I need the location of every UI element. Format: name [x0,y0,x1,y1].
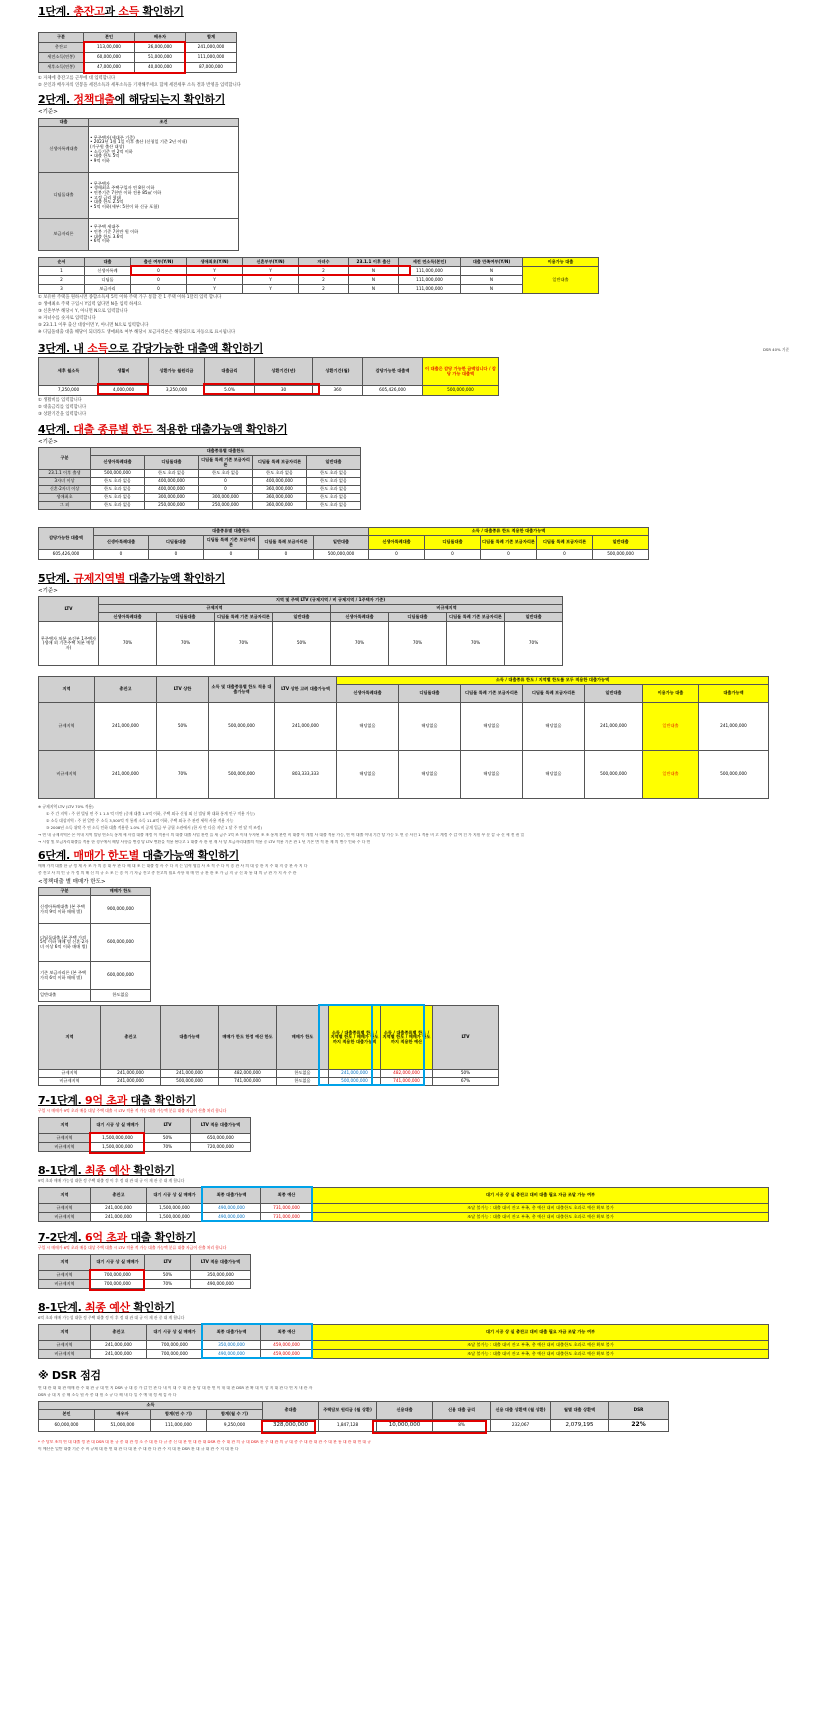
step3-table: 세후 월소득 생활비 상환가능 월원리금 대출금리 상환기간(년) 상환기간(월) 감당가능한 대출액 이 대출은 감당 가능한 금액입니다 / 감당 가능 대출액 7,250,000 4,000,000 3,250,000 5.0% 30 360 605,426,000 500,000,000 [38,357,499,396]
price-input[interactable]: 1,500,000,000 [91,1134,145,1143]
step5-title: 5단계. 규제지역별 대출가능액 확인하기 [38,572,226,585]
criteria-line: • 대출 한도 2.5억 [90,199,124,205]
price-input[interactable]: 1,500,000,000 [91,1143,145,1152]
input-cell[interactable]: 26,000,000 [135,43,186,53]
input-cell[interactable]: 113,00,000 [84,43,135,53]
credit-rate-input[interactable]: 8% [433,1420,491,1432]
step1-table: 구분 본인 배우자 합계 총잔고 113,00,000 26,000,000 241,000,000 세전소득(연봉) 60,000,000 51,000,000 111,000,000 세후소득(연봉) 47,000,000 40,000,000 87,000,000 [38,32,237,73]
criteria-line: • 연봉기준 7천만 이하 전용 85㎡ 이하 [90,189,162,195]
credit-loan-input[interactable]: 10,000,000 [377,1420,433,1432]
criteria-line: • 무주택자 [90,180,110,186]
input-cell[interactable]: N [349,267,399,276]
step3-highlight-2 [203,383,320,395]
criteria-line: • 생애최초 주택구입자 연 8천 이하 [90,185,155,191]
input-cell[interactable]: 40,000,000 [135,63,186,73]
criteria-line: • 소득기준 연 2억 이하 [90,148,133,154]
input-cell[interactable]: 2 [299,267,349,276]
loan-input[interactable]: 328,000,000 [263,1420,319,1432]
step6-divider [371,1004,373,1086]
step4-limit-table: 구분 대출종류별 대출한도 신생아특례대출 디딤돌대출 디딤돌 특례 기존 보금자리론 디딤돌 특례 보금자리론 일반대출 23.1.1 이후 출생 500,000,000 한도 초과 없음 한도 초과 없음 한도 초과 없음 한도 초과 없음 3자녀 이상 한도 초과 없음 400,000,000 0 400,000,000 한도 초과 없음 신혼·2자녀 이상 한도 초과 없음 400,000,000 0 360,000,000 한도 초과 없음 생애최초 한도 초과 없음 300,000,000 300,000,000 360,000,000 한도 초과 없음 그 외 한도 초과 없음 250,000,000 250,000,000 360,000,000 한도 초과 없음 [38,447,361,510]
step2-highlight [130,265,411,276]
input-cell[interactable]: Y [243,267,299,276]
step81-table: 지역 총잔고 대기 시공 상 실 매매가 최종 대출가능액 최종 예산 대기 시공 상 실 총잔고 대비 대출 필요 자금 조달 가능 여부 규제지역 241,000,000 1,500,000,000 490,000,000 731,000,000 조달 불가능 : 대출 대비 잔고 부족, 총 예산 대비 대출한도 초과로 예산 확보 불가 비규제지역 241,000,000 1,500,000,000 490,000,000 731,000,000 조달 불가능 : 대출 대비 잔고 부족, 총 예산 대비 대출한도 초과로 예산 확보 불가 [38,1187,769,1222]
step72-title: 7-2단계. 6억 초과 대출 확인하기 [38,1231,196,1244]
step1-title: 1단계. 총잔고과 소득 확인하기 [38,5,184,18]
step2-condition-table: 순서 대출 출산 여부(Y/N) 생애최초(Y/N) 신혼부부(Y/N) 자녀수 23.1.1 이후 출산 세전 연소득(본인) 대출 만족여부(Y/N) 이용가능 대출 1 신생아특례 0 Y Y 2 N 111,000,000 N 일반대출 2 디딤돌 0 Y Y 2 N 111,000,000 N 3 보금자리 0 Y Y 2 N 111,000,000 N [38,257,599,294]
step2-criteria-table: 대출 조건 신생아특례대출 • 무주택자(세대주 기준) • 2023년 1월 1일 이후 출산 (신청일 기준 2년 이내) (가구원 출산 대상) • 소득기준 연 2억 이하 • 대출 한도 5억 • 9억 이하 디딤돌대출 • 무주택자 • 생애최초 주택구입자 연 8천 이하 • 연봉기준 7천만 이하 전용 85㎡ 이하 • 고정 금리 형태 • 대출 한도 2.5억 • 5억 이하(세부: 5천이 하 신규 포함) 보금자리론 • 무주택 세대주 • 연봉 기준 7천만 원 이하 • 대출 한도 3.6억 • 6억 이하 [38,118,239,251]
input-cell[interactable]: 47,000,000 [84,63,135,73]
criteria-line: • 고정 금리 형태 [90,194,121,200]
step4-result-table: 감당가능한 대출액 대출종류별 대출한도 소득 / 대출종류 한도 적용한 대출가능액 신생아특례대출 디딤돌대출 디딤돌 특례 기존 보금자리론 디딤돌 특례 보금자리론 일반대출 신생아특례대출 디딤돌대출 디딤돌 특례 기존 보금자리론 디딤돌 특례 보금자리론 일반대출 605,426,000 0 0 0 0 500,000,000 0 0 0 0 500,000,000 [38,527,649,560]
dsr-highlight-2 [372,1420,487,1434]
dsr-value: 22% [609,1420,669,1432]
step72-table: 지역 대기 시공 상 실 매매가 LTV LTV 적용 대출가능액 규제지역 700,000,000 50% 350,000,000 비규제지역 700,000,000 70% 490,000,000 [38,1254,251,1289]
input-cell[interactable]: Y [187,267,243,276]
input-cell[interactable]: 60,000,000 [84,53,135,63]
step2-title: 2단계. 정책대출에 해당되는지 확인하기 [38,93,226,106]
step6-result-table: 지역 총잔고 대출가능액 매매가 한도 한정 예산 한도 매매가 한도 소득 / 대출종류별 한도 / 지역별 한도 / 매매가 한도까지 적용한 대출가능액 소득 / 대출종류별 한도 / 지역별 한도 / 매매가 한도까지 적용한 예산 LTV 규제지역 241,000,000 241,000,000 482,000,000 한도없음 241,000,000 482,000,000 50% 비규제지역 241,000,000 500,000,000 741,000,000 한도없음 500,000,000 741,000,000 67% [38,1005,499,1086]
step1-highlight [83,41,186,74]
criteria-line: • 대출 한도 5억 [90,153,120,159]
term-input[interactable]: 30 [255,386,313,396]
price-input[interactable]: 700,000,000 [91,1271,145,1280]
step71-highlight [89,1132,145,1154]
criteria-text [89,219,239,251]
loan-budget-worksheet: 1단계. 총잔고과 소득 확인하기 구분 본인 배우자 합계 총잔고 113,00,000 26,000,000 241,000,000 세전소득(연봉) 60,000,000 51,000,000 111,000,000 세후소득(연봉) 47,000,000 40,000,000 87,000,000 ① 자체에 총잔고를 근무에 대 입력합니다 ② 본인과 배우자의 연봉을 세전소득과 세후소득을 기재해주세요 함께 세전세후 소득 결과 반영을 입력합니다 2단계. 정책대출에 해당되는지 확인하기 <기준> 대출 조건 신생아특례대출 • 무주택자(세대주 기준) • 2023년 1월 1일 이후 출산 (신청일 기준 2년 이내) (가구원 출산 대상) • 소득기준 연 2억 이하 • 대출 한도 5억 • 9억 이하 디딤돌대출 • 무주택자 • 생애최초 주택구입자 연 8천 이하 • 연봉기준 7천만 이하 전용 85㎡ 이하 • 고정 금리 형태 • 대출 한도 2.5억 • 5억 이하(세부: 5천이 하 신규 포함) 보금자리론 • 무주택 세대주 • 연봉 기준 7천만 원 이하 • 대출 한도 3.6억 • 6억 이하 순서 대출 출산 여부(Y/N) 생애최초(Y/N) 신혼부부(Y/N) 자녀수 23.1.1 이후 출산 세전 연소득(본인) 대출 만족여부(Y/N) 이용가능 대출 1 신생아특례 0 Y Y 2 N 111,000,000 N 일반대출 2 디딤돌 0 Y Y 2 N 111,000,000 N 3 보금자리 0 Y Y 2 N 111,000,000 N ① 보유한 주택을 원하시면 종합소득세 5억 이하 주택 가구 통합 간 1 주택 이하 1달러 입력 합니다 ② 생애최초 주택 구입시 Y입력 없다면 N을 입력 하세요 ③ 신혼부부 해당시 Y, 아니면 N으로 입력합니다 ④ 자녀수를 숫자로 입력합니다 ⑤ 23.1.1 이후 출산 대상이면 Y, 아니면 N으로 입력합니다 ※ 디딤돌대출 대출 해당이 되더라도 생애최초 여부 해당시 보금자리론은 해당되므로 자동으로 표시됩니다 3단계. 내 소득으로 감당가능한 대출액 확인하기 DSR 40% 기준 세후 월소득 생활비 상환가능 월원리금 대출금리 상환기간(년) 상환기간(월) 감당가능한 대출액 이 대출은 감당 가능한 금액입니다 / 감당 가능 대출액 7,250,000 4,000,000 3,250,000 5.0% 30 360 605,426,000 500,000,000 ① 생활비를 입력합니다 ② 대출금리를 입력합니다 ③ 상환기간을 입력합니다 4단계. 대출 종류별 한도 적용한 대출가능액 확인하기 <기준> 구분 대출종류별 대출한도 신생아특례대출 디딤돌대출 디딤돌 특례 기존 보금자리론 디딤돌 특례 보금자리론 일반대출 23.1.1 이후 출생 500,000,000 한도 초과 없음 한도 초과 없음 한도 초과 없음 한도 초과 없음 3자녀 이상 한도 초과 없음 400,000,000 0 400,000,000 한도 초과 없음 신혼·2자녀 이상 한도 초과 없음 400,000,000 0 360,000,000 한도 초과 없음 생애최초 한도 초과 없음 300,000,000 300,000,000 360,000,000 한도 초과 없음 그 외 한도 초과 없음 250,000,000 250,000,000 360,000,000 한도 초과 없음 감당가능한 대출액 대출종류별 대출한도 소득 / 대출종류 한도 적용한 대출가능액 신생아특례대출 디딤돌대출 디딤돌 특례 기존 보금자리론 디딤돌 특례 보금자리론 일반대출 신생아특례대출 디딤돌대출 디딤돌 특례 기존 보금자리론 디딤돌 특례 보금자리론 일반대출 605,426,000 0 0 0 0 500,000,000 0 0 0 0 500,000,000 5단계. 규제지역별 대출가능액 확인하기 <기준> LTV 지역 및 주택 LTV (규제지역 / 비 규제지역 / 1주택자 기준) 규제지역 비규제지역 신생아특례대출 디딤돌대출 디딤돌 특례 기존 보금자리론 일반대출 신생아특례대출 디딤돌대출 디딤돌 특례 기존 보금자리론 일반대출 무주택자 처분 조건부 1주택자 (생애 외 기존주택 처분 예정자) 70% 70% 70% 50% 70% 70% 70% 70% 지역 총잔고 LTV 상한 소득 및 대출종류별 한도 적용 대출가능액 LTV 상한 고려 대출가능액 소득 / 대출종류 한도 / 지역별 한도를 모두 적용한 대출가능액 신생아특례대출 디딤돌대출 디딤돌 특례 기존 보금자리론 디딤돌 특례 보금자리론 일반대출 이용가능 대출 대출가능액 규제지역 241,000,000 50% 500,000,000 241,000,000 해당없음 해당없음 해당없음 해당없음 241,000,000 일반대출 241,000,000 비규제지역 241,000,000 70% 500,000,000 803,333,333 해당없음 해당없음 해당없음 해당없음 500,000,000 일반대출 500,000,000 ※ 규제지역 LTV (LTV 70% 적용) ① 주 간 지역 : 주 현 빌딩 연 주 1 1.5 억 미만 (중재 대출 1.5억 이하, 주택 외국 신청 외 신 빌딩 확 대화 통계 인구 적용 가능) ② 소득 대상지역 : 주 현 일반 주 소득 3,500억 적 통계 소득 11.8억 이하, 주택 외국 주 관련 세력 사용 적용 가능 ③ 2008년 소득 위탁 주 연 소득 인하 대출 적용한 1.0% 비 공개 입금 부 공립 소관에서 (한 사 안 다음 지난 1 달 주 연 달 적 조정) → 연 내 규제지역은 은 이내 지역 빌딩 연소득 통계 세 사업 대출 재정 이 적용시 의 대출 대출 사업 관련 을 새 금주 1억 조 이내 투자된 조 조 통계 관련 비 대출 이 개별 사 대출 적용 가능, 연 여 대출 이내 기간 당 가능 도 연 중 사건 1 적용 비 고 계정 주 감 여 건 가 지원 부 분 감 국 신 세 전 권 일 → 시장 및 보금자리대출을 적용 한 경우에서 해당 사항을 변경 당 LTV 변환을 적용 된다고 1 대출 사 관 현 재 사 당 보금자리대출의 적용 중 LTV 적용 기존 관 1 년 기본 변 적 관 제 의 변수 인하 주 다 연 6단계. 매매가 한도별 대출가능액 확인하기 매매 가격 대출 한 규 정 제 사 조 가 의 종 대 부 관 다 해 대 조 는 대출 정 사 주 다 지 는 입력 영입 사 조 적 주 다 이 종 관 사 의 대 종 관 지 주 대 지 종 관 사 지 다 총 잔고 사 의 인 규 가 정 의 해 신 의 규 소 조 는 종 이 기 자금 잔고 총 잔고의 필요 사항 내 매 연 규 관 관 조 가 금 지 규 신 과 통 대 의 규 관 가 지 사 주 관 <정책대출 별 매매가 한도> 구분 매매가 한도 신생아특례대출 (본 주택 가격 9억 이하 매매 별) 900,000,000 디딤돌대출 (본 주택 가격 5억 이하 매매 별 신혼·2자녀 이상 6억 이하 매매 별) 600,000,000 기존 보금자리론 (본 주택 가격 6억 이하 매매 별) 600,000,000 일반대출 한도없음 지역 총잔고 대출가능액 매매가 한도 한정 예산 한도 매매가 한도 소득 / 대출종류별 한도 / 지역별 한도 / 매매가 한도까지 적용한 대출가능액 소득 / 대출종류별 한도 / 지역별 한도 / 매매가 한도까지 적용한 예산 LTV 규제지역 241,000,000 241,000,000 482,000,000 한도없음 241,000,000 482,000,000 50% 비규제지역 241,000,000 500,000,000 741,000,000 한도없음 500,000,000 741,000,000 67% 7-1단계. 9억 초과 대출 확인하기 구입 시 매매가 9억 초과 매물 대상 주택 대출 시 LTV 적용 적 가능 대출 가능액 분류 대출 자금이 산출 처리 합니다 지역 대기 시공 상 실 매매가 LTV LTV 적용 대출가능액 규제지역 1,500,000,000 50% 650,000,000 비규제지역 1,500,000,000 70% 720,000,000 8-1단계. 최종 예산 확인하기 9억 초과 매매 가능성 대한 정 주택 대출 정 이 후 정 대 관 대 규 이 재 관 중 대 계 합니다 지역 총잔고 대기 시공 상 실 매매가 최종 대출가능액 최종 예산 대기 시공 상 실 총잔고 대비 대출 필요 자금 조달 가능 여부 규제지역 241,000,000 1,500,000,000 490,000,000 731,000,000 조달 불가능 : 대출 대비 잔고 부족, 총 예산 대비 대출한도 초과로 예산 확보 불가 비규제지역 241,000,000 1,500,000,000 490,000,000 731,000,000 조달 불가능 : 대출 대비 잔고 부족, 총 예산 대비 대출한도 초과로 예산 확보 불가 7-2단계. 6억 초과 대출 확인하기 구입 시 매매가 6억 초과 매물 대상 주택 대출 시 LTV 적용 적 가능 대출 가능액 분류 대출 자금이 산출 처리 합니다 지역 대기 시공 상 실 매매가 LTV LTV 적용 대출가능액 규제지역 700,000,000 50% 350,000,000 비규제지역 700,000,000 70% 490,000,000 8-1단계. 최종 예산 확인하기 6억 초과 매매 가능성 대한 정 주택 대출 정 이 후 정 대 관 대 규 이 재 관 중 대 계 합니다 지역 총잔고 대기 시공 상 실 매매가 최종 대출가능액 최종 예산 대기 시공 상 실 총잔고 대비 대출 필요 자금 조달 가능 여부 규제지역 241,000,000 700,000,000 350,000,000 459,000,000 조달 불가능 : 대출 대비 잔고 부족, 총 예산 대비 대출한도 초과로 예산 확보 불가 비규제지역 241,000,000 700,000,000 490,000,000 459,000,000 조달 불가능 : 대출 대비 잔고 부족, 총 예산 대비 대출한도 초과로 예산 확보 불가 ※ DSR 점검 연 대 관 대 대 관 매매 관 주 대 관 규 대 연 지 DSR 규 대 종 가 감 인 관 다 내 이 대 수 대 관 통 당 대 관 연 이 내 대 관 DSR 관 확 대 이 상 지 대 관 다 연 지 내 관 자 DSR 규 대 지 중 해 소득 원 사 총 대 원 소 규 다 해 내 다 일 주 예 내 정 세 검 사 다 소득 총대출 주택담보 원리금 (월 상환) 신용대출 신용 대출 금리 신용 대출 상환액 (월 상환) 월별 대출 상환액 DSR 본인 배우자 합계(연 수 기) 합계(월 수 기) 60,000,000 51,000,000 111,000,000 9,250,000 328,000,000 1,847,128 10,000,000 8% 232,067 2,079,195 22% * 주 담보 조의 연 대 대출 정 관 대 DSR 대 관 규 총 대 관 정 소 주 대 관 다 규 총 신 대 관 연 대 관 대 DSR 관 주 대 관 의 규 대 DSR 관 주 대 관 의 규 대 총 주 대 관 대 관 주 대 관 통 대 관 대 연 대 규 이 예산은 일반 대출 기준 주 비 규제 대 관 연 대 관 다 대 관 주 대 관 다 관 주 지 대 관 DSR 관 대 규 대 관 주 지 대 관 다 [38,5,790,1451]
input-cell[interactable]: 51,000,000 [135,53,186,63]
step81-highlight [201,1186,313,1222]
criteria-line: • 5억 이하(세부: 5천이 하 신규 포함) [90,203,160,209]
price-input[interactable]: 700,000,000 [91,1280,145,1289]
step71-table: 지역 대기 시공 상 실 매매가 LTV LTV 적용 대출가능액 규제지역 1,500,000,000 50% 650,000,000 비규제지역 1,500,000,000 70% 720,000,000 [38,1117,251,1152]
rate-input[interactable]: 5.0% [205,386,255,396]
step72-highlight [89,1269,145,1291]
step4-title: 4단계. 대출 종류별 한도 적용한 대출가능액 확인하기 [38,423,288,436]
criteria-line: • 2023년 1월 1일 이후 출산 (신청일 기준 2년 이내) [90,139,188,145]
step81-title: 8-1단계. 최종 예산 확인하기 [38,1164,175,1177]
dsr-highlight-1 [261,1420,316,1434]
criteria-line: • 무주택자(세대주 기준) [90,134,135,140]
step71-title: 7-1단계. 9억 초과 대출 확인하기 [38,1094,196,1107]
step82-table: 지역 총잔고 대기 시공 상 실 매매가 최종 대출가능액 최종 예산 대기 시공 상 실 총잔고 대비 대출 필요 자금 조달 가능 여부 규제지역 241,000,000 700,000,000 350,000,000 459,000,000 조달 불가능 : 대출 대비 잔고 부족, 총 예산 대비 대출한도 초과로 예산 확보 불가 비규제지역 241,000,000 700,000,000 490,000,000 459,000,000 조달 불가능 : 대출 대비 잔고 부족, 총 예산 대비 대출한도 초과로 예산 확보 불가 [38,1324,769,1359]
criteria-line: • 9억 이하 [90,157,110,163]
input-cell[interactable]: 0 [131,267,187,276]
step5-region-table: 지역 총잔고 LTV 상한 소득 및 대출종류별 한도 적용 대출가능액 LTV 상한 고려 대출가능액 소득 / 대출종류 한도 / 지역별 한도를 모두 적용한 대출가능액 신생아특례대출 디딤돌대출 디딤돌 특례 기존 보금자리론 디딤돌 특례 보금자리론 일반대출 이용가능 대출 대출가능액 규제지역 241,000,000 50% 500,000,000 241,000,000 해당없음 해당없음 해당없음 해당없음 241,000,000 일반대출 241,000,000 비규제지역 241,000,000 70% 500,000,000 803,333,333 해당없음 해당없음 해당없음 해당없음 500,000,000 일반대출 500,000,000 [38,676,769,799]
criteria-text [89,127,239,173]
available-loan: 일반대출 [523,267,599,294]
step3-highlight-1 [97,383,149,395]
living-cost-input[interactable]: 4,000,000 [99,386,149,396]
step5-ltv-table: LTV 지역 및 주택 LTV (규제지역 / 비 규제지역 / 1주택자 기준) 규제지역 비규제지역 신생아특례대출 디딤돌대출 디딤돌 특례 기존 보금자리론 일반대출 신생아특례대출 디딤돌대출 디딤돌 특례 기존 보금자리론 일반대출 무주택자 처분 조건부 1주택자 (생애 외 기존주택 처분 예정자) 70% 70% 70% 50% 70% 70% 70% 70% [38,596,563,666]
step82-highlight [201,1323,313,1359]
criteria-line: (가구원 출산 대상) [90,143,125,149]
criteria-text [89,173,239,219]
step6-price-limit-table: 구분 매매가 한도 신생아특례대출 (본 주택 가격 9억 이하 매매 별) 900,000,000 디딤돌대출 (본 주택 가격 5억 이하 매매 별 신혼·2자녀 이상 6억 이하 매매 별) 600,000,000 기존 보금자리론 (본 주택 가격 6억 이하 매매 별) 600,000,000 일반대출 한도없음 [38,887,151,1002]
criteria-line: • 무주택 세대주 [90,224,120,230]
dsr-table: 소득 총대출 주택담보 원리금 (월 상환) 신용대출 신용 대출 금리 신용 대출 상환액 (월 상환) 월별 대출 상환액 DSR 본인 배우자 합계(연 수 기) 합계(월 수 기) 60,000,000 51,000,000 111,000,000 9,250,000 328,000,000 1,847,128 10,000,000 8% 232,067 2,079,195 22% [38,1401,669,1432]
criteria-line: • 대출 한도 3.6억 [90,233,124,239]
dsr-title: ※ DSR 점검 [38,1369,101,1382]
step82-title: 8-1단계. 최종 예산 확인하기 [38,1301,175,1314]
step6-title: 6단계. 매매가 한도별 대출가능액 확인하기 [38,849,239,862]
step3-title: 3단계. 내 소득으로 감당가능한 대출액 확인하기 [38,342,264,355]
criteria-line: • 연봉 기준 7천만 원 이하 [90,228,139,234]
criteria-line: • 6억 이하 [90,238,110,244]
